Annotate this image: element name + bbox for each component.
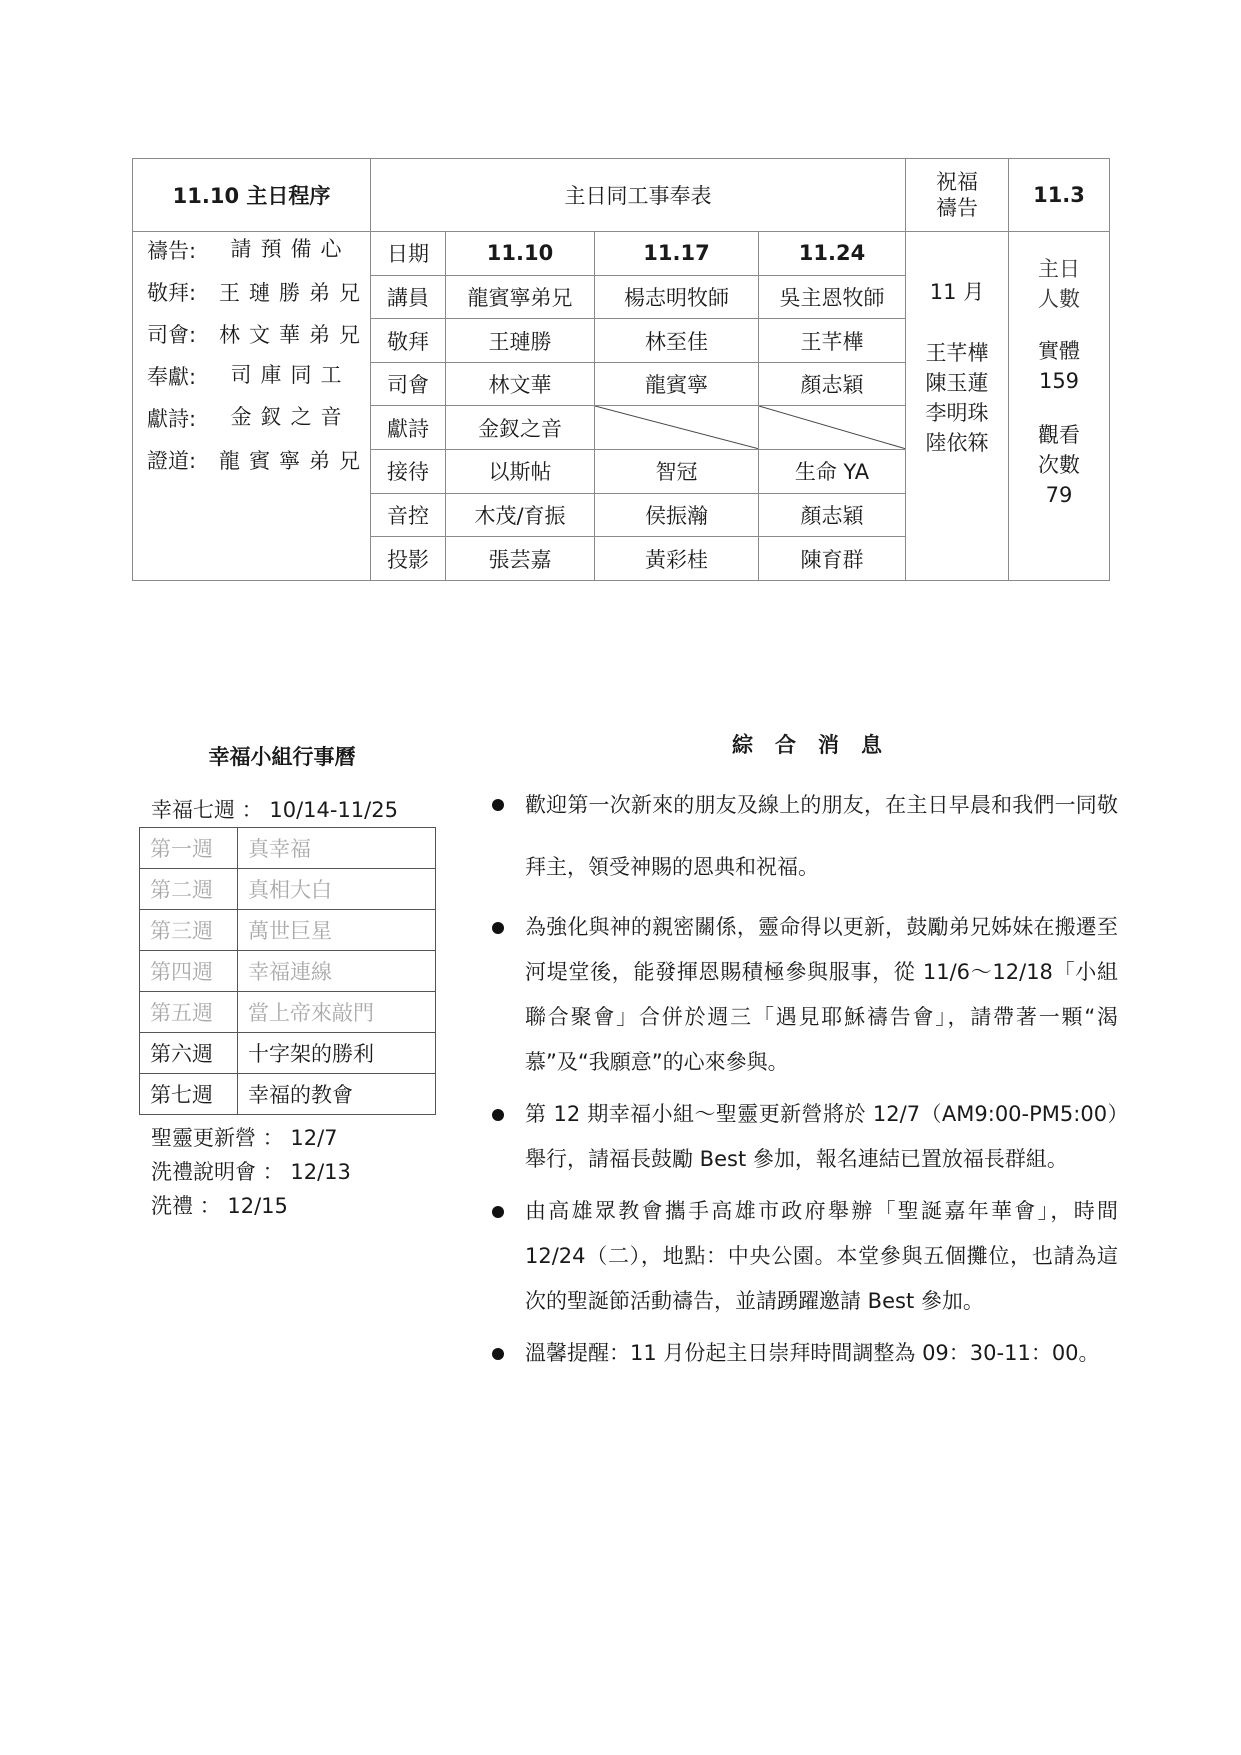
happy-group-period: 幸福七週 ： 10/14-11/25 [151,798,398,822]
schedule-item: 聖靈更新營 ： 12/7 [151,1126,338,1150]
role-value: 王璉勝 [446,319,595,363]
role-value: 侯振瀚 [595,493,759,537]
news-list [488,774,1118,1376]
role-label: 司會 [371,362,446,406]
week-row [140,1074,436,1115]
week-topic: 真相大白 [238,869,436,910]
blessing-list-cell [906,232,1009,581]
week-topic: 萬世巨星 [238,910,436,951]
blessing-name: 陸依箖 [925,431,989,456]
week-topic: 真幸福 [238,828,436,869]
week-topic: 當上帝來敲門 [238,992,436,1033]
week-topics-table [139,827,436,1115]
bullet-icon [492,922,504,934]
role-value: 以斯帖 [446,450,595,494]
attendance-label-text: 主日人數 [1038,257,1080,312]
role-value: 智冠 [595,450,759,494]
role-value: 陳育群 [759,537,906,581]
attendance-label [1009,254,1109,314]
program-item-value: 林文華弟兄 [219,323,362,348]
happy-group-title: 幸福小組行事曆 [208,745,356,769]
role-label: 敬拜 [371,319,446,363]
upcoming-schedule [151,1121,462,1223]
schedule-item: 洗禮 ： 12/15 [151,1194,288,1218]
week-label: 第一週 [140,828,238,869]
news-section [488,730,1118,1383]
news-item [488,1189,1118,1324]
program-item [147,444,362,478]
program-item-label: 禱告: [147,239,197,264]
program-item-value: 王璉勝弟兄 [219,281,362,306]
role-label: 講員 [371,275,446,319]
role-value: 黃彩桂 [595,537,759,581]
program-item-value: 司庫同工 [230,363,351,388]
week-label: 第三週 [140,910,238,951]
news-item [488,1092,1118,1182]
dates-label: 日期 [371,232,446,276]
role-value: 楊志明牧師 [595,275,759,319]
views-value: 79 [1045,483,1073,508]
diagonal-line [759,406,905,449]
physical-label: 實體 [1038,339,1080,364]
role-value: 吳主恩牧師 [759,275,906,319]
service-date: 11.10 [446,232,595,276]
bullet-icon [492,1109,504,1121]
weekly-service-table [132,158,1110,581]
week-label: 第六週 [140,1033,238,1074]
blessing-header [906,159,1009,232]
role-label: 接待 [371,450,446,494]
role-label: 獻詩 [371,406,446,450]
week-topic: 幸福連線 [238,951,436,992]
week-label: 第二週 [140,869,238,910]
views-label: 觀看次數 [1038,423,1080,478]
news-item [488,905,1118,1085]
news-item-text: 歡迎第一次新來的朋友及線上的朋友，在主日早晨和我們一同敬拜主，領受神賜的恩典和祝福。 [525,793,1118,879]
program-item-label: 奉獻: [147,365,197,390]
news-item-text: 溫馨提醒：11 月份起主日崇拜時間調整為 09：30-11：00。 [525,1341,1100,1365]
news-item-text: 由高雄眾教會攜手高雄市政府舉辦「聖誕嘉年華會」，時間 12/24（二），地點：中央公園。本堂參與五個攤位，也請為這次的聖誕節活動禱告，並請踴躍邀請 Best 參加。 [525,1199,1118,1313]
role-value: 木茂/育振 [446,493,595,537]
news-item-text: 第 12 期幸福小組～聖靈更新營將於 12/7（AM9:00-PM5:00）舉行，請福長鼓勵 Best 參加，報名連結已置放福長群組。 [525,1102,1118,1171]
happy-group-calendar [132,742,462,1223]
program-item-value: 龍賓寧弟兄 [219,449,362,474]
service-date: 11.17 [595,232,759,276]
program-item-label: 司會: [147,323,197,348]
physical-value: 159 [1038,369,1080,394]
empty-slot-diagonal [759,406,906,450]
role-value: 生命 YA [759,450,906,494]
blessing-name: 王芊樺 [925,341,989,366]
program-item-value: 金釵之音 [230,405,351,430]
role-value: 顏志穎 [759,362,906,406]
program-item [147,276,362,310]
week-label: 第七週 [140,1074,238,1115]
week-row [140,869,436,910]
program-header: 11.10 主日程序 [133,159,371,232]
blessing-header-text: 祝福禱告 [936,170,978,221]
blessing-names [906,338,1008,458]
news-item [488,1331,1118,1376]
role-value: 龍賓寧 [595,362,759,406]
schedule-item: 洗禮說明會 ： 12/13 [151,1160,351,1184]
bullet-icon [492,1348,504,1360]
role-value: 王芊樺 [759,319,906,363]
blessing-name: 李明珠 [925,401,989,426]
program-item-value: 請預備心 [230,237,351,262]
empty-slot-diagonal [595,406,759,450]
blessing-name: 陳玉蓮 [925,371,989,396]
role-value: 金釵之音 [446,406,595,450]
week-label: 第四週 [140,951,238,992]
attendance-cell [1009,232,1110,581]
role-label: 音控 [371,493,446,537]
program-item [147,234,362,268]
diagonal-line [595,406,758,449]
program-list-cell [133,232,371,581]
attendance-views [1009,420,1109,510]
role-value: 林文華 [446,362,595,406]
role-value: 顏志穎 [759,493,906,537]
week-row [140,992,436,1033]
program-item-label: 敬拜: [147,281,197,306]
week-topic: 幸福的教會 [238,1074,436,1115]
week-topic: 十字架的勝利 [238,1033,436,1074]
service-header: 主日同工事奉表 [371,159,906,232]
attendance-physical [1009,336,1109,396]
news-item-text: 為強化與神的親密關係，靈命得以更新，鼓勵弟兄姊妹在搬遷至河堤堂後，能發揮恩賜積極參與服事，從 11/6～12/18「小組聯合聚會」合併於週三「遇見耶穌禱告會」，請帶著一顆“渴慕”及“我願意”的心來參與。 [525,915,1118,1074]
bullet-icon [492,1206,504,1218]
role-value: 林至佳 [595,319,759,363]
week-row [140,1033,436,1074]
program-item [147,402,362,436]
week-row [140,951,436,992]
program-item-label: 證道: [147,449,197,474]
week-row [140,910,436,951]
program-list [133,232,370,478]
news-item [488,774,1118,898]
blessing-date: 11.3 [1009,159,1110,232]
blessing-month: 11 月 [929,280,985,305]
service-date: 11.24 [759,232,906,276]
program-item [147,318,362,352]
news-title: 綜合消息 [732,733,904,757]
bullet-icon [492,799,504,811]
week-label: 第五週 [140,992,238,1033]
role-value: 張芸嘉 [446,537,595,581]
program-item-label: 獻詩: [147,407,197,432]
role-value: 龍賓寧弟兄 [446,275,595,319]
role-label: 投影 [371,537,446,581]
week-row [140,828,436,869]
program-item [147,360,362,394]
